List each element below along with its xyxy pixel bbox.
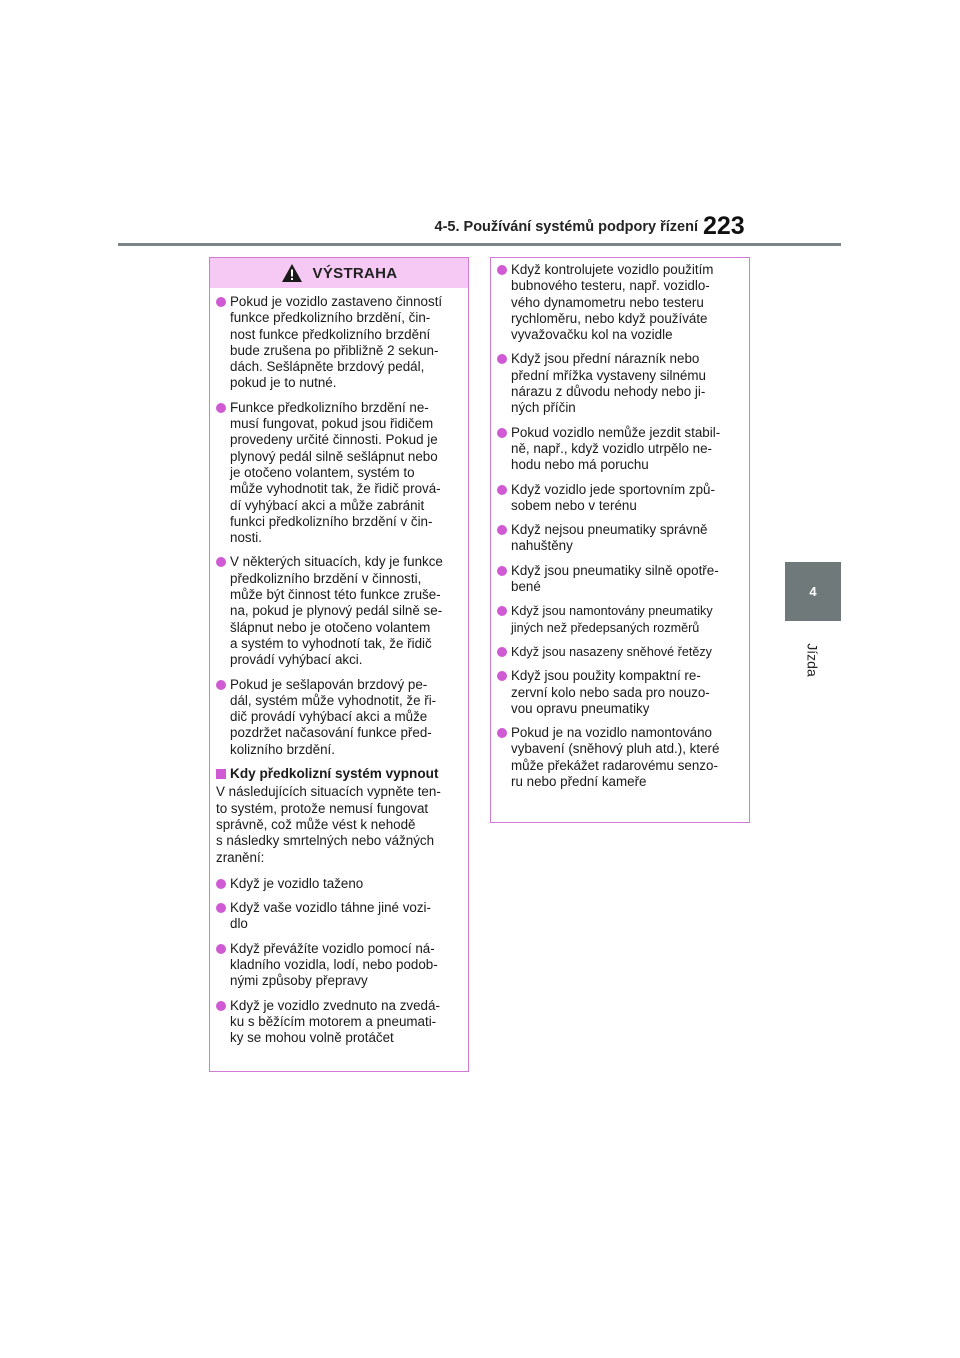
list-item [497,725,744,790]
list-item [497,351,744,416]
bullet-icon [216,680,226,690]
section-heading-text: Kdy předkolizní systém vypnout [230,766,439,782]
list-item-text: Když vozidlo jede sportovním způ- sobem nebo v terénu [511,481,715,513]
list-item [216,554,463,668]
bullet-icon [216,557,226,567]
list-item [497,668,744,717]
list-item-text: Když vaše vozidlo táhne jiné vozi- dlo [230,900,431,932]
bullet-icon [497,428,507,438]
bullet-icon [216,403,226,413]
list-item-text: Když jsou namontovány pneumatiky jiných než předepsaných rozměrů [511,604,713,635]
list-item-text: V některých situacích, kdy je funkce předkolizního brzdění v činnosti, může být činnost této funkce zruše- na, pokud je plynový pedál silně se- šlápnut nebo je otočeno volantem a systém to vyhodnotí tak, že řidič provádí vyhýbací akci. [230,554,443,668]
list-item [216,998,463,1047]
list-item-text: Když jsou použity kompaktní re- zervní kolo nebo sada pro nouzo- vou opravu pneumatiky [511,668,710,716]
bullet-icon [216,297,226,307]
section-heading [216,766,463,782]
warning-box-left [209,257,469,1072]
list-item [216,876,463,892]
list-item [216,294,463,392]
chapter-label-text: Jízda [805,643,821,677]
header-rule [118,243,841,246]
bullet-icon [497,354,507,364]
list-item [497,644,744,660]
chapter-label [785,630,841,690]
list-item [497,563,744,596]
list-item-text: Když nejsou pneumatiky správně nahuštěny [511,522,708,554]
list-item [216,400,463,547]
bullet-icon [497,566,507,576]
list-item-text: Pokud je vozidlo zastaveno činností funkce předkolizního brzdění, čin- nost funkce předkolizního brzdění bude zrušena po přibližně 2 sekun- dách. Sešlápněte brzdový pedál, pokud je to nutné. [230,294,443,391]
list-item [497,603,744,636]
list-item-text: Když jsou nasazeny sněhové řetězy [511,644,712,659]
list-item-text: Když je vozidlo zvednuto na zvedá- ku s běžícím motorem a pneumati- ky se mohou volně protáčet [230,997,440,1046]
list-item [497,522,744,555]
bullet-icon [497,525,507,535]
bullet-icon [497,647,507,657]
list-item-text: Když převážíte vozidlo pomocí ná- kladního vozidla, lodí, nebo podob- nými způsoby přepravy [230,940,438,989]
chapter-number-tab: 4 [785,562,841,621]
warning-triangle-icon [281,263,303,283]
bullet-icon [497,606,507,616]
bullet-icon [497,671,507,681]
list-item-text: Pokud vozidlo nemůže jezdit stabil- ně, např., když vozidlo utrpělo ne- hodu nebo má poruchu [511,424,721,473]
list-item [497,262,744,343]
bullet-icon [497,485,507,495]
list-item-text: Když jsou pneumatiky silně opotře- bené [511,562,719,595]
list-item [497,482,744,515]
bullet-icon [216,903,226,913]
list-item-text: Když kontrolujete vozidlo použitím bubnového testeru, např. vozidlo- vého dynamometru nebo testeru rychloměru, nebo když používáte vyvažovačku kol na vozidle [511,262,714,343]
bullet-icon [497,265,507,275]
list-item [497,425,744,474]
list-item-text: Když jsou přední nárazník nebo přední mřížka vystaveny silnému nárazu z důvodu nehody nebo ji- ných příčin [511,351,706,416]
list-item [216,900,463,933]
warning-box-right [490,257,750,823]
list-item-text: Pokud je sešlapován brzdový pe- dál, systém může vyhodnotit, že ři- dič provádí vyhýbací akci a může pozdržet načasování funkce před- kolizního brzdění. [230,676,437,757]
square-bullet-icon [216,769,226,779]
bullet-icon [497,728,507,738]
bullet-icon [216,879,226,889]
section-intro: V následujících situacích vypněte ten- to systém, protože nemusí fungovat správně, což může vést k nehodě s následky smrtelných nebo vážných zranění: [216,784,441,865]
list-item-text: Když je vozidlo taženo [230,875,364,891]
warning-header [210,258,468,288]
section-title: 4-5. Používání systémů podpory řízení [434,219,698,235]
warning-title: VÝSTRAHA [312,264,398,282]
bullet-icon [216,1001,226,1011]
list-item-text: Pokud je na vozidlo namontováno vybavení (sněhový pluh atd.), které může překážet radarovému senzo- ru nebo přední kameře [511,725,720,790]
list-item-text: Funkce předkolizního brzdění ne- musí fungovat, pokud jsou řidičem provedeny určité činnosti. Pokud je plynový pedál silně sešlápnut nebo je otočeno volantem, systém to může vyhodnotit tak, že řidič prová- dí vyhýbací akci a může zabránit funkci předkolizního brzdění v čin- nosti. [230,399,441,546]
bullet-icon [216,944,226,954]
page-number: 223 [703,212,745,240]
list-item [216,941,463,990]
list-item [216,677,463,758]
